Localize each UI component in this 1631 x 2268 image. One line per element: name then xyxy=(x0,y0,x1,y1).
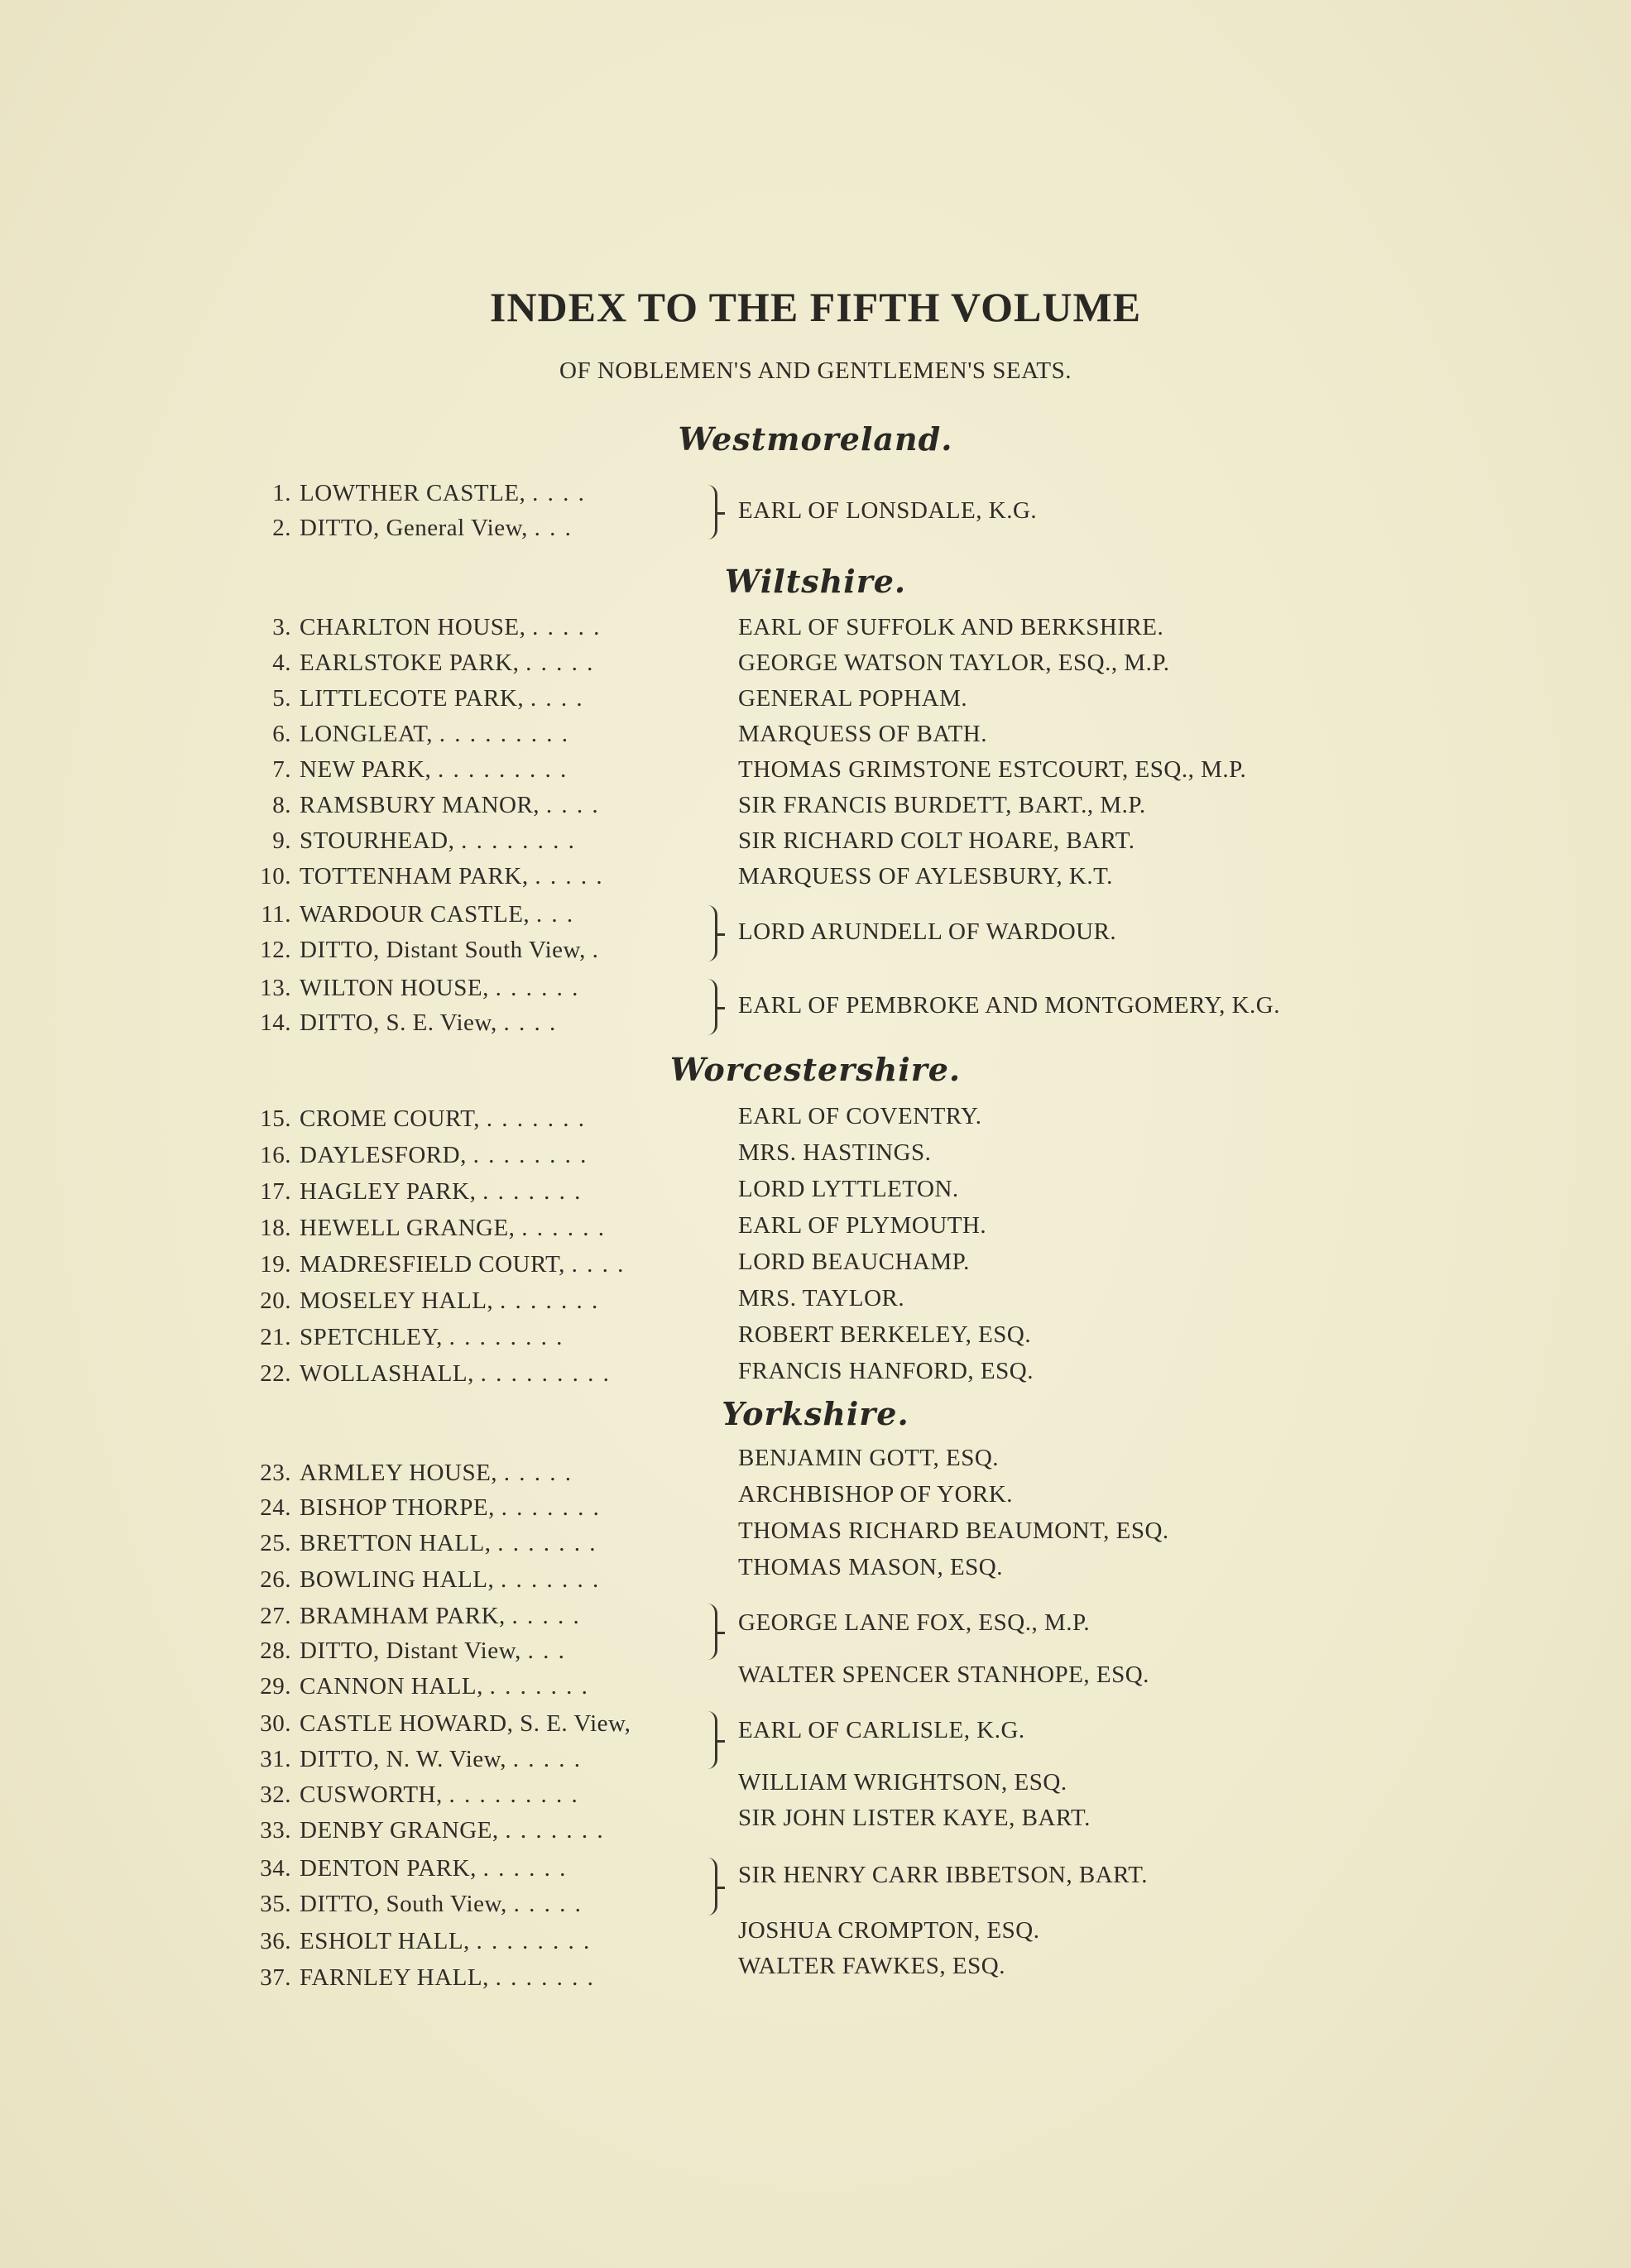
grouping-brace xyxy=(702,979,717,1035)
index-entry: 26. BOWLING HALL, . . . . . . . xyxy=(260,1566,601,1593)
index-entry: 33. DENBY GRANGE, . . . . . . . xyxy=(260,1817,605,1844)
index-entry: 30. CASTLE HOWARD, S. E. View, xyxy=(260,1710,631,1737)
page-title: INDEX TO THE FIFTH VOLUME xyxy=(489,284,1142,330)
owner-name: THOMAS RICHARD BEAUMONT, ESQ. xyxy=(738,1518,1169,1544)
owner-name: EARL OF COVENTRY. xyxy=(738,1103,982,1129)
grouping-brace xyxy=(702,1858,717,1916)
grouping-brace xyxy=(702,1604,717,1660)
index-entry: 8. RAMSBURY MANOR, . . . . xyxy=(272,792,600,818)
index-entry: 12. DITTO, Distant South View, . xyxy=(260,937,600,963)
owner-name: MRS. HASTINGS. xyxy=(738,1139,932,1166)
county-heading-yorkshire: Yorkshire. xyxy=(722,1395,909,1432)
owner-name: MARQUESS OF BATH. xyxy=(738,721,987,747)
owner-name: BENJAMIN GOTT, ESQ. xyxy=(738,1445,1000,1471)
index-entry: 11. WARDOUR CASTLE, . . . xyxy=(261,901,575,928)
index-entry: 3. CHARLTON HOUSE, . . . . . xyxy=(272,614,602,640)
owner-name: EARL OF LONSDALE, K.G. xyxy=(738,497,1038,524)
index-entry: 17. HAGLEY PARK, . . . . . . . xyxy=(260,1178,583,1205)
index-entry: 29. CANNON HALL, . . . . . . . xyxy=(260,1673,589,1700)
index-entry: 9. STOURHEAD, . . . . . . . . xyxy=(272,827,576,854)
grouping-brace xyxy=(702,1711,717,1769)
owner-name: WILLIAM WRIGHTSON, ESQ. xyxy=(738,1769,1067,1796)
index-entry: 25. BRETTON HALL, . . . . . . . xyxy=(260,1530,597,1556)
county-heading-worcestershire: Worcestershire. xyxy=(669,1051,962,1088)
owner-name: EARL OF CARLISLE, K.G. xyxy=(738,1717,1025,1743)
index-entry: 6. LONGLEAT, . . . . . . . . . xyxy=(272,721,570,747)
index-entry: 22. WOLLASHALL, . . . . . . . . . xyxy=(260,1360,611,1387)
owner-name: SIR FRANCIS BURDETT, BART., M.P. xyxy=(738,792,1146,818)
owner-name: EARL OF PEMBROKE AND MONTGOMERY, K.G. xyxy=(738,992,1280,1019)
owner-name: SIR RICHARD COLT HOARE, BART. xyxy=(738,827,1135,854)
index-entry: 21. SPETCHLEY, . . . . . . . . xyxy=(260,1324,564,1350)
index-entry: 37. FARNLEY HALL, . . . . . . . xyxy=(260,1964,595,1991)
owner-name: ROBERT BERKELEY, ESQ. xyxy=(738,1321,1032,1348)
owner-name: ARCHBISHOP OF YORK. xyxy=(738,1481,1014,1508)
index-entry: 18. HEWELL GRANGE, . . . . . . xyxy=(260,1215,606,1241)
index-entry: 34. DENTON PARK, . . . . . . xyxy=(260,1855,568,1882)
owner-name: LORD ARUNDELL OF WARDOUR. xyxy=(738,918,1117,945)
grouping-brace xyxy=(702,485,717,539)
index-entry: 5. LITTLECOTE PARK, . . . . xyxy=(272,685,584,712)
index-entry: 4. EARLSTOKE PARK, . . . . . xyxy=(272,650,595,676)
index-entry: 28. DITTO, Distant View, . . . xyxy=(260,1637,566,1664)
owner-name: WALTER FAWKES, ESQ. xyxy=(738,1953,1005,1979)
owner-name: LORD LYTTLETON. xyxy=(738,1176,959,1202)
owner-name: THOMAS MASON, ESQ. xyxy=(738,1554,1003,1580)
index-entry: 16. DAYLESFORD, . . . . . . . . xyxy=(260,1142,588,1168)
index-entry: 7. NEW PARK, . . . . . . . . . xyxy=(272,756,568,783)
owner-name: FRANCIS HANFORD, ESQ. xyxy=(738,1358,1034,1384)
index-entry: 24. BISHOP THORPE, . . . . . . . xyxy=(260,1494,601,1521)
owner-name: SIR HENRY CARR IBBETSON, BART. xyxy=(738,1862,1149,1888)
owner-name: MRS. TAYLOR. xyxy=(738,1285,905,1311)
index-entry: 20. MOSELEY HALL, . . . . . . . xyxy=(260,1287,600,1314)
owner-name: EARL OF SUFFOLK AND BERKSHIRE. xyxy=(738,614,1164,640)
index-entry: 31. DITTO, N. W. View, . . . . . xyxy=(260,1746,582,1772)
index-entry: 36. ESHOLT HALL, . . . . . . . . xyxy=(260,1928,592,1954)
page-subtitle: OF NOBLEMEN'S AND GENTLEMEN'S SEATS. xyxy=(559,357,1072,384)
owner-name: SIR JOHN LISTER KAYE, BART. xyxy=(738,1805,1091,1831)
owner-name: JOSHUA CROMPTON, ESQ. xyxy=(738,1917,1040,1944)
owner-name: GEORGE WATSON TAYLOR, ESQ., M.P. xyxy=(738,650,1170,676)
index-entry: 35. DITTO, South View, . . . . . xyxy=(260,1891,583,1917)
owner-name: WALTER SPENCER STANHOPE, ESQ. xyxy=(738,1661,1149,1688)
index-entry: 13. WILTON HOUSE, . . . . . . xyxy=(260,975,580,1001)
index-entry: 14. DITTO, S. E. View, . . . . xyxy=(260,1009,558,1036)
owner-name: THOMAS GRIMSTONE ESTCOURT, ESQ., M.P. xyxy=(738,756,1247,783)
index-entry: 19. MADRESFIELD COURT, . . . . xyxy=(260,1251,626,1278)
index-entry: 1. LOWTHER CASTLE, . . . . xyxy=(272,480,586,506)
index-entry: 15. CROME COURT, . . . . . . . xyxy=(260,1105,587,1132)
owner-name: GEORGE LANE FOX, ESQ., M.P. xyxy=(738,1609,1091,1636)
county-heading-westmoreland: Westmoreland. xyxy=(678,420,953,458)
index-entry: 23. ARMLEY HOUSE, . . . . . xyxy=(260,1460,573,1486)
index-entry: 32. CUSWORTH, . . . . . . . . . xyxy=(260,1781,579,1808)
owner-name: LORD BEAUCHAMP. xyxy=(738,1249,970,1275)
index-entry: 2. DITTO, General View, . . . xyxy=(272,515,573,541)
grouping-brace xyxy=(702,905,717,961)
index-entry: 10. TOTTENHAM PARK, . . . . . xyxy=(260,863,604,889)
county-heading-wiltshire: Wiltshire. xyxy=(724,563,907,600)
owner-name: GENERAL POPHAM. xyxy=(738,685,968,712)
owner-name: EARL OF PLYMOUTH. xyxy=(738,1212,987,1239)
index-entry: 27. BRAMHAM PARK, . . . . . xyxy=(260,1603,581,1629)
owner-name: MARQUESS OF AYLESBURY, K.T. xyxy=(738,863,1113,889)
